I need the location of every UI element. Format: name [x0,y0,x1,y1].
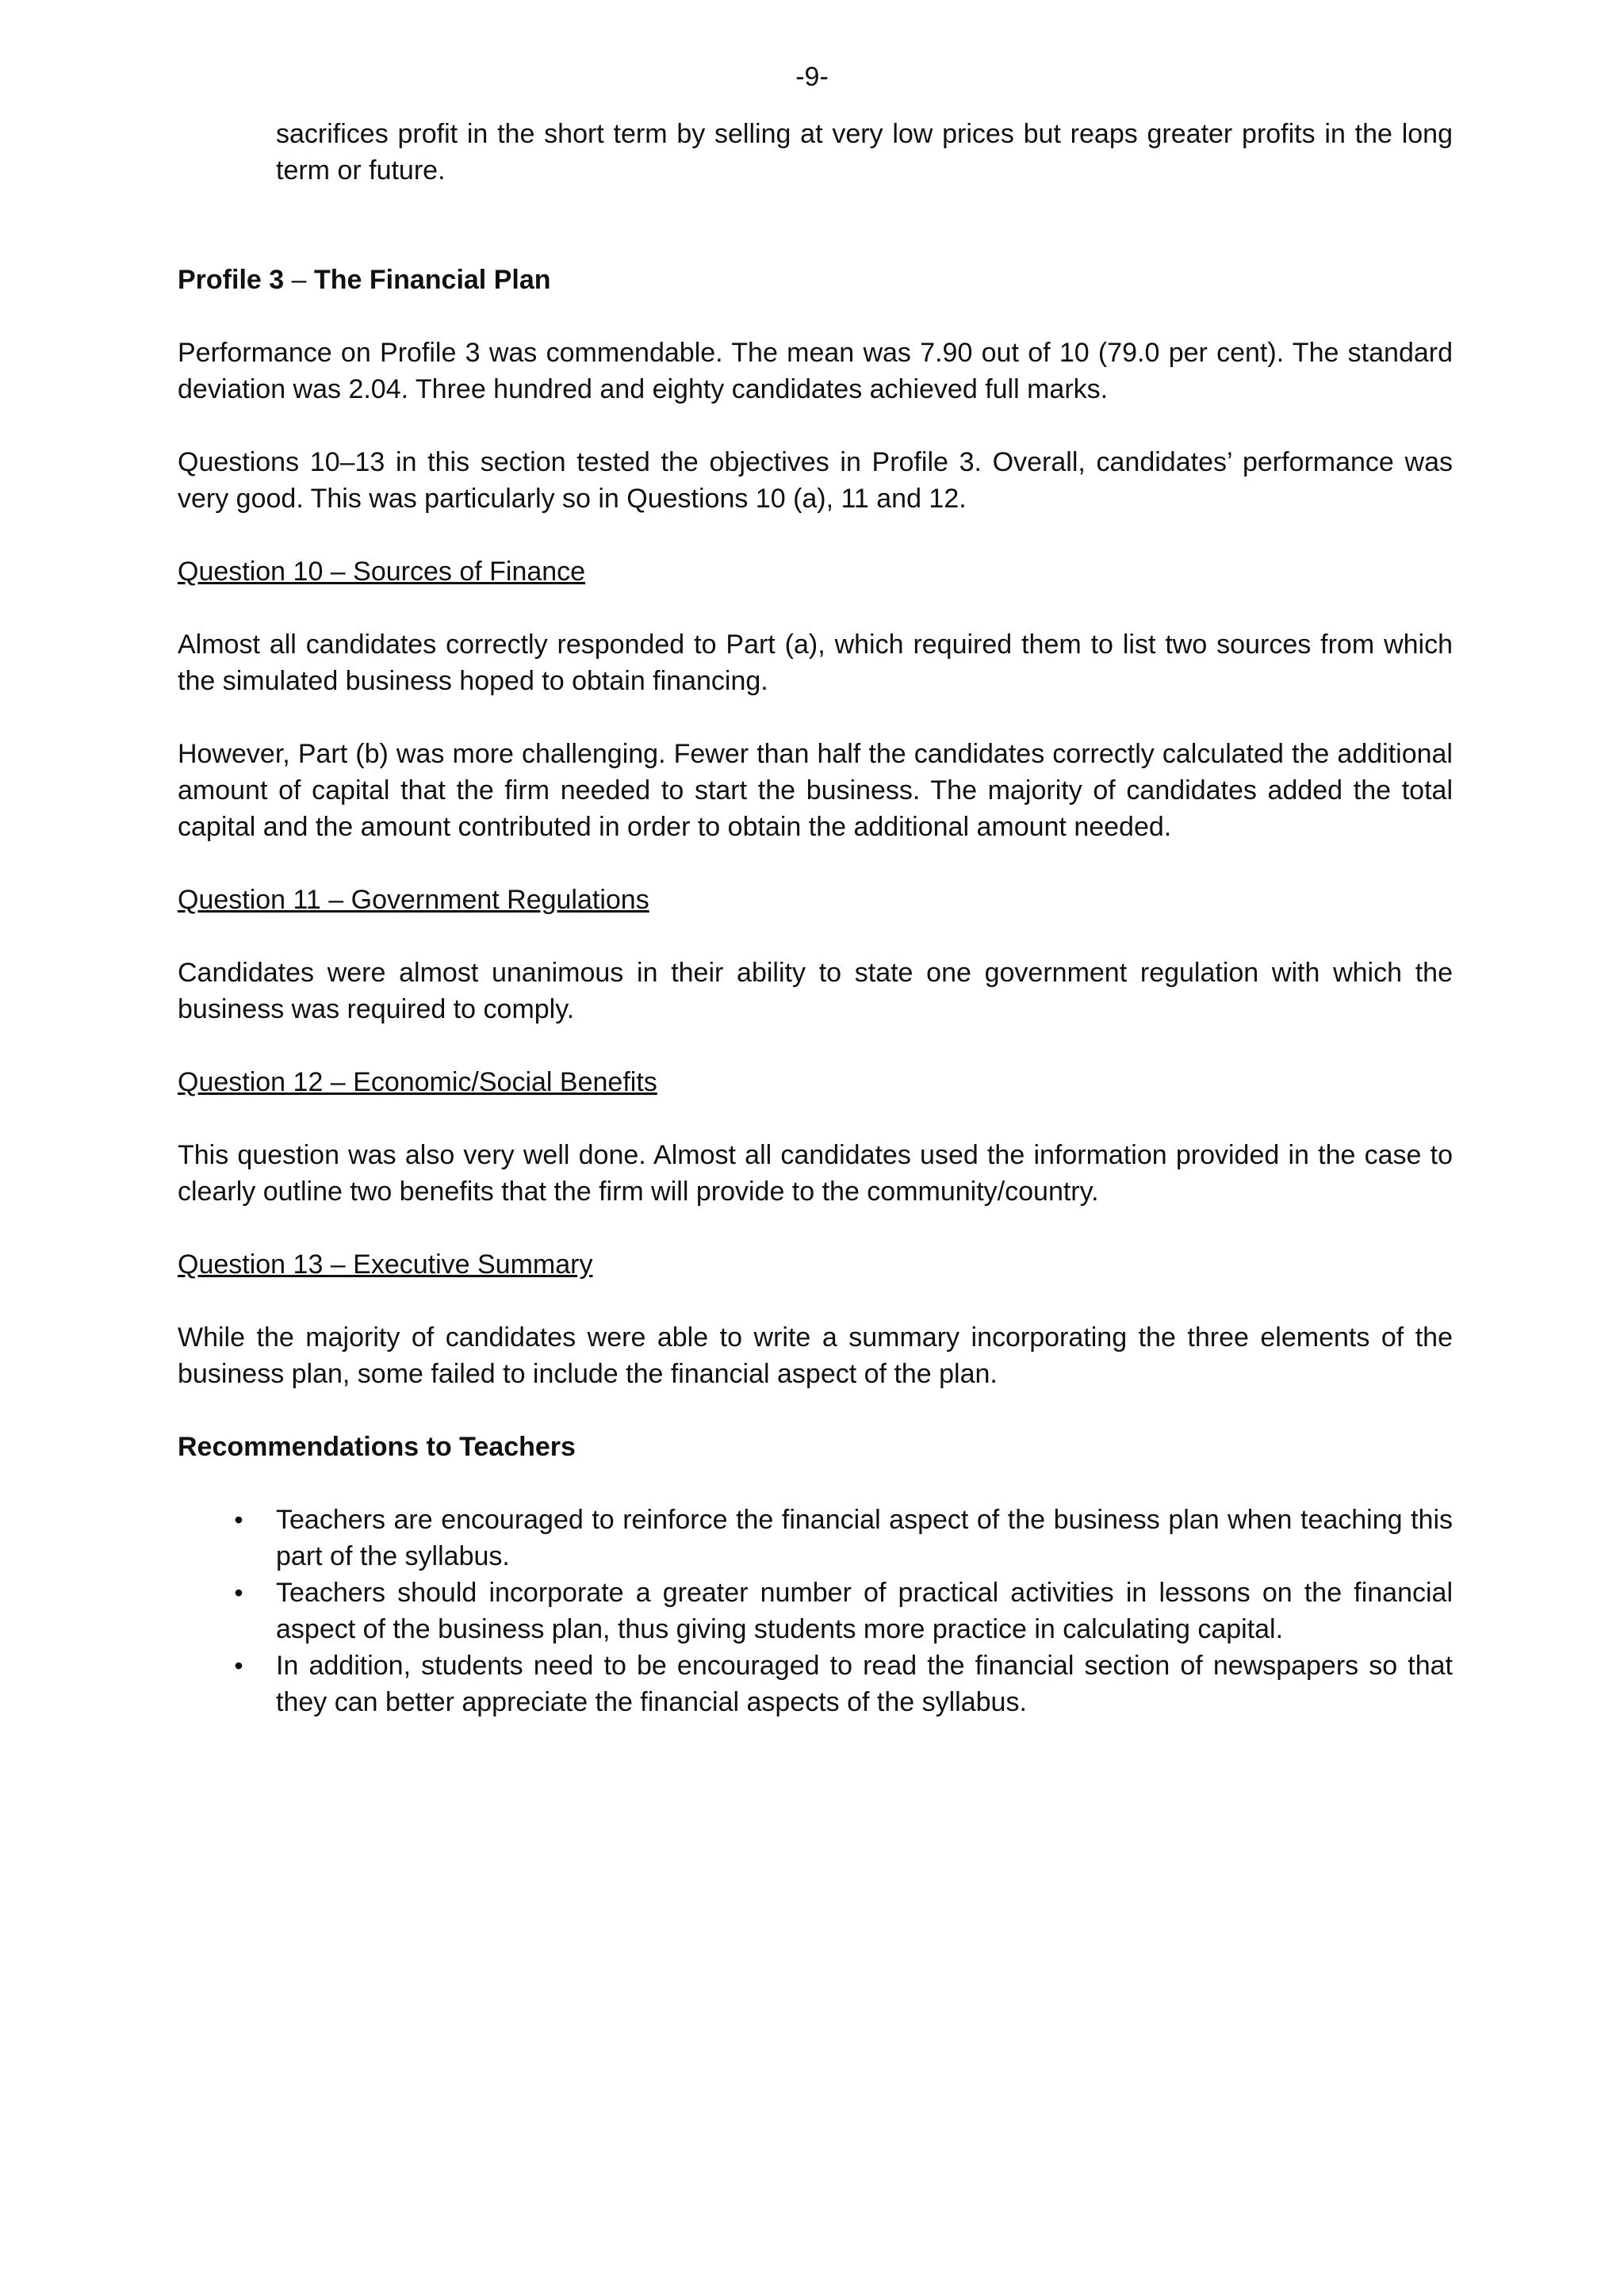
profile3-heading-part2: The Financial Plan [313,265,551,295]
question-10-paragraph-2: However, Part (b) was more challenging. Fewer than half the candidates correctly calculated the additional amount of capital that the firm needed to start the business. The majority of candidates added the total capital and the amount contributed in order to obtain the additional amount needed. [178,739,1453,842]
recommendation-item [178,1647,1453,1720]
profile3-heading-part1: Profile 3 [178,265,285,295]
recommendation-text: In addition, students need to be encouraged to read the financial section of newspapers so that they can better appreciate the financial aspects of the syllabus. [276,1651,1453,1717]
question-12-heading: Question 12 – Economic/Social Benefits [178,1067,657,1097]
question-13-heading: Question 13 – Executive Summary [178,1249,593,1280]
profile3-performance-paragraph: Performance on Profile 3 was commendable. The mean was 7.90 out of 10 (79.0 per cent). The standard deviation was 2.04. Three hundred and eighty candidates achieved full marks. [178,338,1453,404]
profile3-heading-dash: – [284,265,314,295]
question-10-paragraph-1: Almost all candidates correctly responded to Part (a), which required them to list two sources from which the simulated business hoped to obtain financing. [178,629,1453,696]
bullet-icon: • [234,1651,243,1680]
recommendation-item [178,1502,1453,1575]
page-content [178,116,1453,1720]
question-10-heading: Question 10 – Sources of Finance [178,557,586,587]
profile3-heading [178,262,1453,298]
recommendations-list [178,1502,1453,1720]
continuation-paragraph: sacrifices profit in the short term by selling at very low prices but reaps greater profits in the long term or future. [276,119,1453,186]
profile3-overview-paragraph: Questions 10–13 in this section tested the objectives in Profile 3. Overall, candidates’ performance was very good. This was particularly so in Questions 10 (a), 11 and 12. [178,447,1453,514]
recommendation-text: Teachers should incorporate a greater number of practical activities in lessons on the financial aspect of the business plan, thus giving students more practice in calculating capital. [276,1578,1453,1644]
page-number: -9- [795,62,829,92]
bullet-icon: • [234,1506,243,1534]
question-12-paragraph: This question was also very well done. Almost all candidates used the information provided in the case to clearly outline two benefits that the firm will provide to the community/country. [178,1140,1453,1207]
bullet-icon: • [234,1578,243,1607]
recommendation-text: Teachers are encouraged to reinforce the financial aspect of the business plan when teaching this part of the syllabus. [276,1505,1453,1571]
recommendations-heading: Recommendations to Teachers [178,1432,576,1462]
question-11-paragraph: Candidates were almost unanimous in their ability to state one government regulation with which the business was required to comply. [178,958,1453,1024]
question-13-paragraph: While the majority of candidates were able to write a summary incorporating the three elements of the business plan, some failed to include the financial aspect of the plan. [178,1322,1453,1389]
question-11-heading: Question 11 – Government Regulations [178,885,649,915]
recommendation-item [178,1575,1453,1647]
